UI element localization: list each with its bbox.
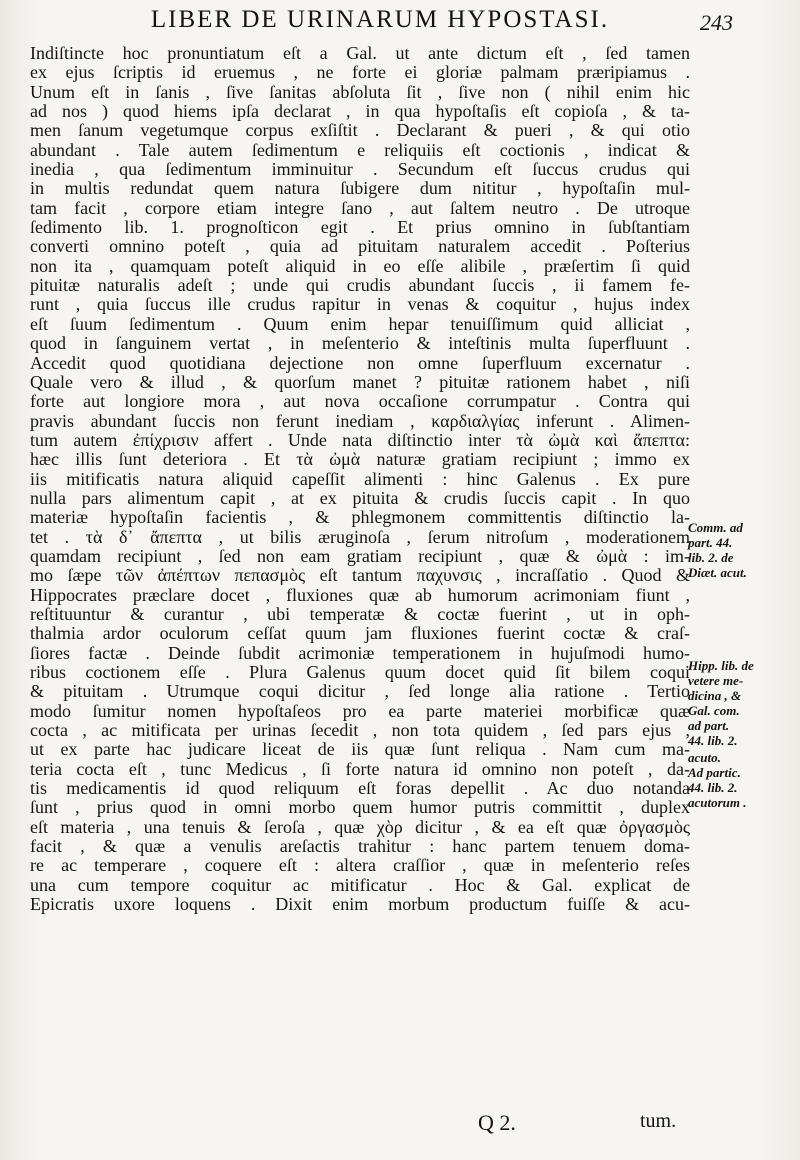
text-line: re ac temperare , coquere eſt : altera craſſior , quæ in meſenterio reſes (30, 856, 690, 876)
text-line: hæc illis ſunt deteriora . Et τὰ ὠμὰ naturæ gratiam recipiunt ; immo ex (30, 450, 690, 470)
text-line: abundant . Tale autem ſedimentum e reliquiis eſt coctionis , indicat & (30, 140, 690, 160)
text-line: modo ſumitur nomen hypoſtaſeos pro ea parte materiei morbificæ quæ (30, 701, 690, 721)
body-text (30, 44, 690, 914)
margin-note-line: 44. lib. 2. (688, 780, 738, 795)
text-line: una cum tempore coquitur ac mitificatur . Hoc & Gal. explicat de (30, 875, 690, 895)
margin-note-line: part. 44. (688, 535, 733, 550)
signature-mark: Q 2. (478, 1110, 516, 1135)
margin-note-line: Gal. com. (688, 703, 740, 718)
margin-note-line: Diæt. acut. (688, 565, 747, 580)
margin-note-line: Comm. ad (688, 520, 743, 535)
margin-notes (688, 520, 798, 810)
text-line: tet . τὰ δ᾽ ἄπεπτα , ut bilis æruginoſa , ſerum nitroſum , moderationem (30, 527, 690, 547)
text-line: men ſanum vegetumque corpus exſiſtit . Declarant & pueri , & qui otio (30, 121, 690, 141)
margin-note-line: lib. 2. de (688, 550, 734, 565)
text-line: Indiſtincte hoc pronuntiatum eſt a Gal. ut ante dictum eſt , ſed tamen (30, 44, 690, 63)
margin-note-line: ad part. (688, 718, 730, 733)
margin-note-line: Hipp. lib. de (688, 658, 754, 673)
text-line: Epicratis uxore loquens . Dixit enim morbum productum fuiſſe & acu- (30, 895, 690, 915)
margin-note-line: acutorum . (688, 795, 747, 810)
margin-note-line: acuto. (688, 750, 721, 765)
text-line: facit , & quæ a venulis areſactis trahitur : hanc partem tenuem doma- (30, 837, 690, 857)
text-line: reſtituuntur & curantur , ubi temperatæ & coctæ fuerint , ut in oph- (30, 604, 690, 624)
page-number: 243 (700, 10, 733, 35)
text-line: iis mitificatis natura aliquid capeſſit alimenti : hinc Galenus . Ex pure (30, 469, 690, 489)
text-line: ſedimento lib. 1. prognoſticon egit . Et prius omnino in ſubſtantiam (30, 218, 690, 238)
text-line: Unum eſt in ſanis , ſive ſanitas abſoluta ſit , ſive non ( nihil enim hic (30, 82, 690, 102)
text-line: Accedit quod quotidiana dejectione non omne ſuperfluum excernatur . (30, 353, 690, 373)
margin-note-line: dicina , & (688, 688, 742, 703)
text-line: non ita , quamquam poteſt aliquid in eo eſſe alibile , præſertim ſi quid (30, 256, 690, 276)
text-line: inedia , qua ſedimentum imminuitur . Secundum eſt ſuccus crudus qui (30, 160, 690, 180)
margin-note-line: 44. lib. 2. (688, 733, 738, 748)
text-line: ad nos ) quod hiems ipſa declarat , in qua hypoſtaſis eſt copioſa , & ta- (30, 102, 690, 122)
text-line: tum autem ἐπίχρισιν affert . Unde nata diſtinctio inter τὰ ὠμὰ καὶ ἄπεπτα: (30, 430, 690, 450)
text-line: forte aut longiore mora , aut nova occaſione corrumpatur . Contra qui (30, 392, 690, 412)
text-line: teria cocta eſt , tunc Medicus , ſi forte natura id omnino non poteſt , da- (30, 759, 690, 779)
margin-note-line: Ad partic. (688, 765, 741, 780)
text-line: tam facit , corpore etiam integre ſano , aut ſaltem neutro . De utroque (30, 198, 690, 218)
text-line: & pituitam . Utrumque coqui dicitur , ſed longe alia ratione . Tertio (30, 682, 690, 702)
text-line: runt , quia ſuccus ille crudus rapitur in venas & coquitur , hujus index (30, 295, 690, 315)
text-line: pituitæ naturalis adeſt ; unde qui crudis abundant ſuccis , ii famem fe- (30, 276, 690, 296)
text-line: materiæ hypoſtaſin facientis , & phlegmonem committentis diſtinctio la- (30, 508, 690, 528)
catchword: tum. (640, 1110, 677, 1132)
text-line: ribus coctionem eſſe . Plura Galenus quum docet quid ſit bilem coqui (30, 663, 690, 682)
text-line: tis medicamentis id quod reliquum eſt foras depellit . Ac duo notanda (30, 779, 690, 799)
text-line: mo ſæpe τῶν ἀπέπτων πεπασμὸς eſt tantum παχυνσις , incraſſatio . Quod & (30, 566, 690, 586)
text-line: in multis redundat quem natura ſubigere dum nititur , hypoſtaſin mul- (30, 179, 690, 199)
text-line: ſunt , prius quod in omni morbo quem humor putris committit , duplex (30, 798, 690, 818)
text-line: Quale vero & illud , & quorſum manet ? pituitæ rationem habet , niſi (30, 372, 690, 392)
text-line: quod in ſanguinem vertat , in meſenterio & inteſtinis multa ſuperfluunt . (30, 334, 690, 354)
text-line: cocta , ac mitificata per urinas ſecedit , non tota quidem , ſed pars ejus , (30, 721, 690, 741)
text-line: Hippocrates præclare docet , fluxiones quæ ab humorum acrimoniam fiunt , (30, 585, 690, 605)
text-line: converti omnino poteſt , quia ad pituitam naturalem accedit . Poſterius (30, 237, 690, 257)
text-line: thalmia ardor oculorum ceſſat quum jam fluxiones fuerint coctæ & craſ- (30, 624, 690, 644)
margin-note-line: vetere me- (688, 673, 744, 688)
text-line: eſt materia , una tenuis & ſeroſa , quæ χὸρ dicitur , & ea eſt quæ ὀργασμὸς (30, 817, 690, 837)
text-line: eſt ſuum ſedimentum . Quum enim hepar tenuiſſimum quid alliciat , (30, 314, 690, 334)
text-line: ex ejus ſcriptis id eruemus , ne forte ei gloriæ palmam præripiamus . (30, 63, 690, 83)
text-line: quamdam recipiunt , ſed non eam gratiam recipiunt , quæ & ὠμὰ : im- (30, 546, 690, 566)
text-line: pravis abundant ſuccis non ferunt inediam , καρδιαλγίας inferunt . Alimen- (30, 411, 690, 431)
text-line: ſiores factæ . Deinde ſubdit acrimoniæ temperationem in hujuſmodi humo- (30, 643, 690, 663)
text-line: nulla pars alimentum capit , at ex pituita & crudis ſuccis capit . In quo (30, 488, 690, 508)
text-line: ut ex parte hac judicare liceat de iis quæ ſunt reliqua . Nam cum ma- (30, 740, 690, 760)
running-title: LIBER DE URINARUM HYPOSTASI. (150, 6, 610, 33)
